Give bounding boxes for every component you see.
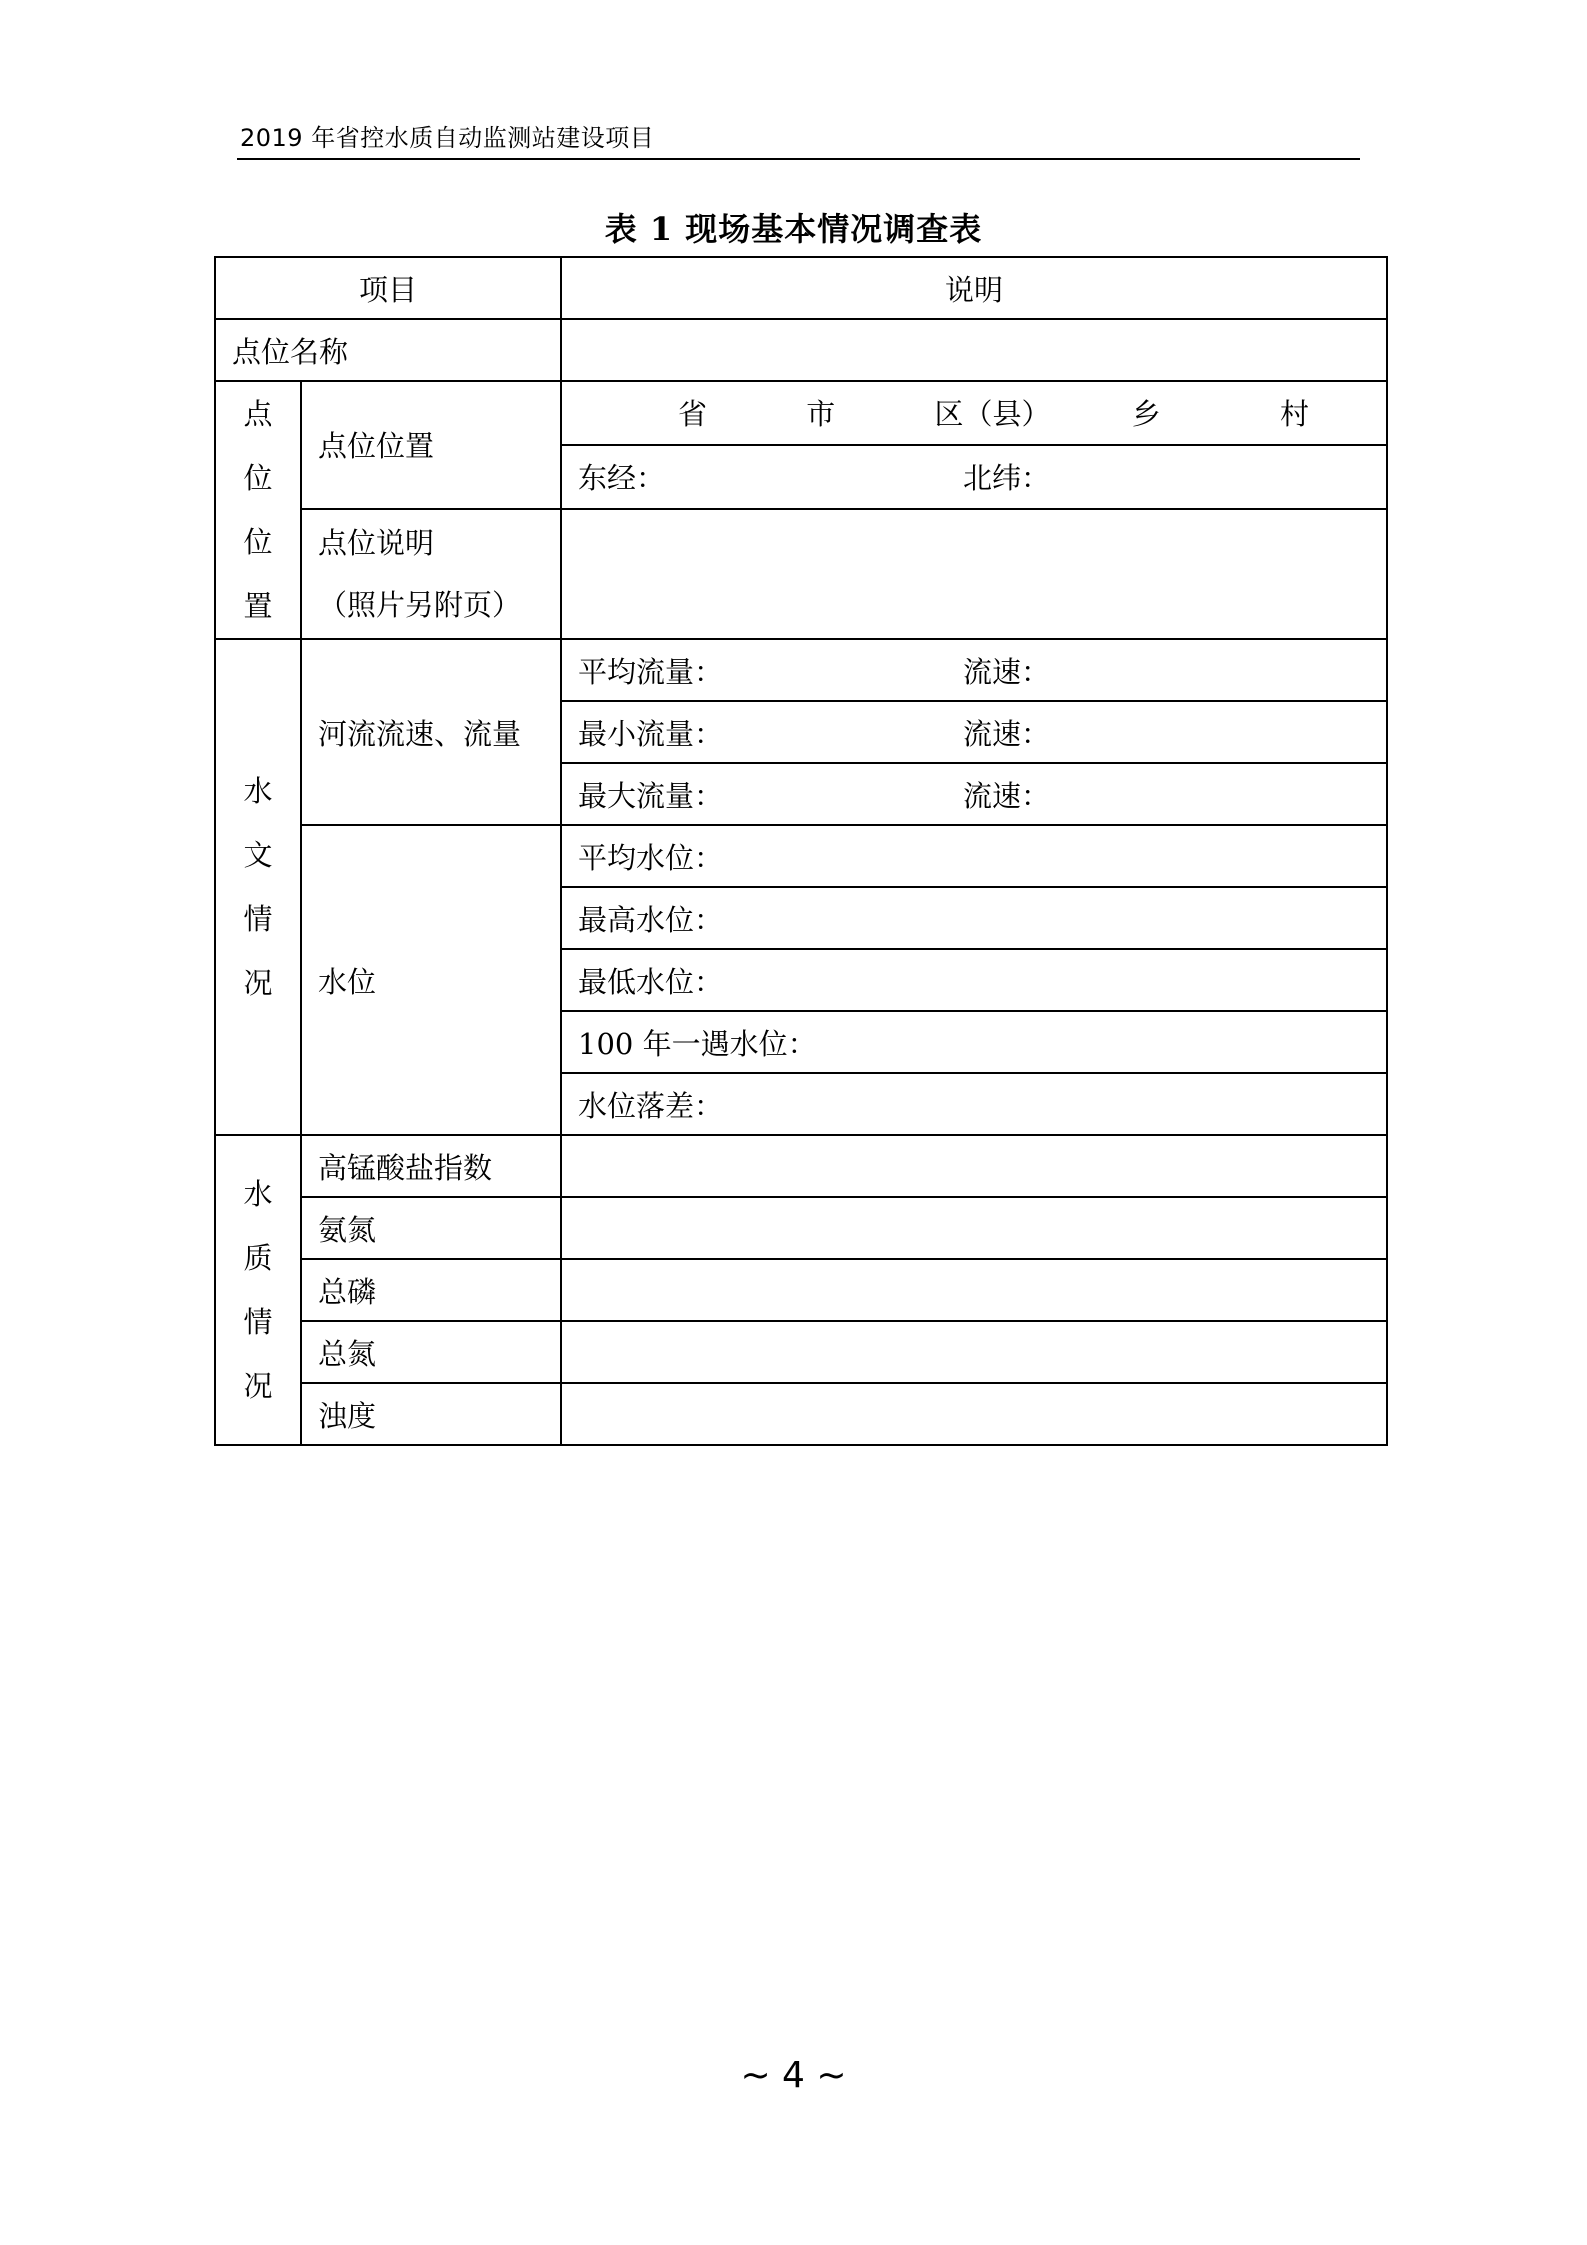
row-label-site-name: 点位名称 (215, 319, 561, 381)
location-description-value[interactable] (561, 509, 1387, 639)
table-row (215, 639, 1387, 701)
avg-level-cell[interactable]: 平均水位： (561, 825, 1387, 887)
table-row (215, 381, 1387, 445)
table-header-row (215, 257, 1387, 319)
survey-table (214, 256, 1388, 1446)
row-label-location: 点位位置 (301, 381, 561, 509)
header-rule (237, 158, 1360, 160)
table-row (215, 1135, 1387, 1197)
row-label-flow: 河流流速、流量 (301, 639, 561, 825)
address-district: 区（县） (934, 397, 1051, 432)
max-flow-label: 最大流量： (578, 778, 724, 813)
north-latitude-label: 北纬： (963, 461, 1051, 496)
min-flow-cell[interactable] (561, 701, 1387, 763)
running-header: 2019 年省控水质自动监测站建设项目 (240, 124, 655, 152)
turbidity-value[interactable] (561, 1383, 1387, 1445)
group-label-water-quality: 水 质 情 况 (215, 1135, 301, 1445)
address-province: 省 (678, 397, 708, 432)
group-label-hydrology: 水 文 情 况 (215, 639, 301, 1135)
table-row (215, 1197, 1387, 1259)
row-label-permanganate: 高锰酸盐指数 (301, 1135, 561, 1197)
table-row (215, 319, 1387, 381)
table-row (215, 1383, 1387, 1445)
location-description-line2: （照片另附页） (318, 587, 522, 622)
ammonia-nitrogen-value[interactable] (561, 1197, 1387, 1259)
table-row (215, 1321, 1387, 1383)
velocity-label: 流速： (963, 716, 1051, 751)
column-header-item: 项目 (215, 257, 561, 319)
min-flow-label: 最小流量： (578, 716, 724, 751)
row-label-total-phosphorus: 总磷 (301, 1259, 561, 1321)
address-city: 市 (806, 397, 836, 432)
site-name-value[interactable] (561, 319, 1387, 381)
row-label-water-level: 水位 (301, 825, 561, 1135)
velocity-label: 流速： (963, 778, 1051, 813)
velocity-label: 流速： (963, 654, 1051, 689)
page-number: ~ 4 ~ (740, 2055, 847, 2096)
row-label-location-description (301, 509, 561, 639)
avg-flow-cell[interactable] (561, 639, 1387, 701)
max-flow-cell[interactable] (561, 763, 1387, 825)
east-longitude-label: 东经： (578, 461, 666, 496)
permanganate-value[interactable] (561, 1135, 1387, 1197)
table-row (215, 509, 1387, 639)
table-row (215, 1259, 1387, 1321)
row-label-ammonia-nitrogen: 氨氮 (301, 1197, 561, 1259)
group-label-location: 点 位 位 置 (215, 381, 301, 639)
table-title: 表 1 现场基本情况调查表 (604, 210, 983, 248)
address-town: 乡 (1131, 397, 1161, 432)
row-label-total-nitrogen: 总氮 (301, 1321, 561, 1383)
hundred-year-level-cell[interactable]: 100 年一遇水位： (561, 1011, 1387, 1073)
address-village: 村 (1279, 397, 1309, 432)
column-header-description: 说明 (561, 257, 1387, 319)
location-description-line1: 点位说明 (318, 525, 435, 560)
total-nitrogen-value[interactable] (561, 1321, 1387, 1383)
coordinates-cell[interactable] (561, 445, 1387, 509)
table-row (215, 825, 1387, 887)
total-phosphorus-value[interactable] (561, 1259, 1387, 1321)
min-level-cell[interactable]: 最低水位： (561, 949, 1387, 1011)
level-drop-cell[interactable]: 水位落差： (561, 1073, 1387, 1135)
max-level-cell[interactable]: 最高水位： (561, 887, 1387, 949)
avg-flow-label: 平均流量： (578, 654, 724, 689)
address-cell[interactable] (561, 381, 1387, 445)
row-label-turbidity: 浊度 (301, 1383, 561, 1445)
